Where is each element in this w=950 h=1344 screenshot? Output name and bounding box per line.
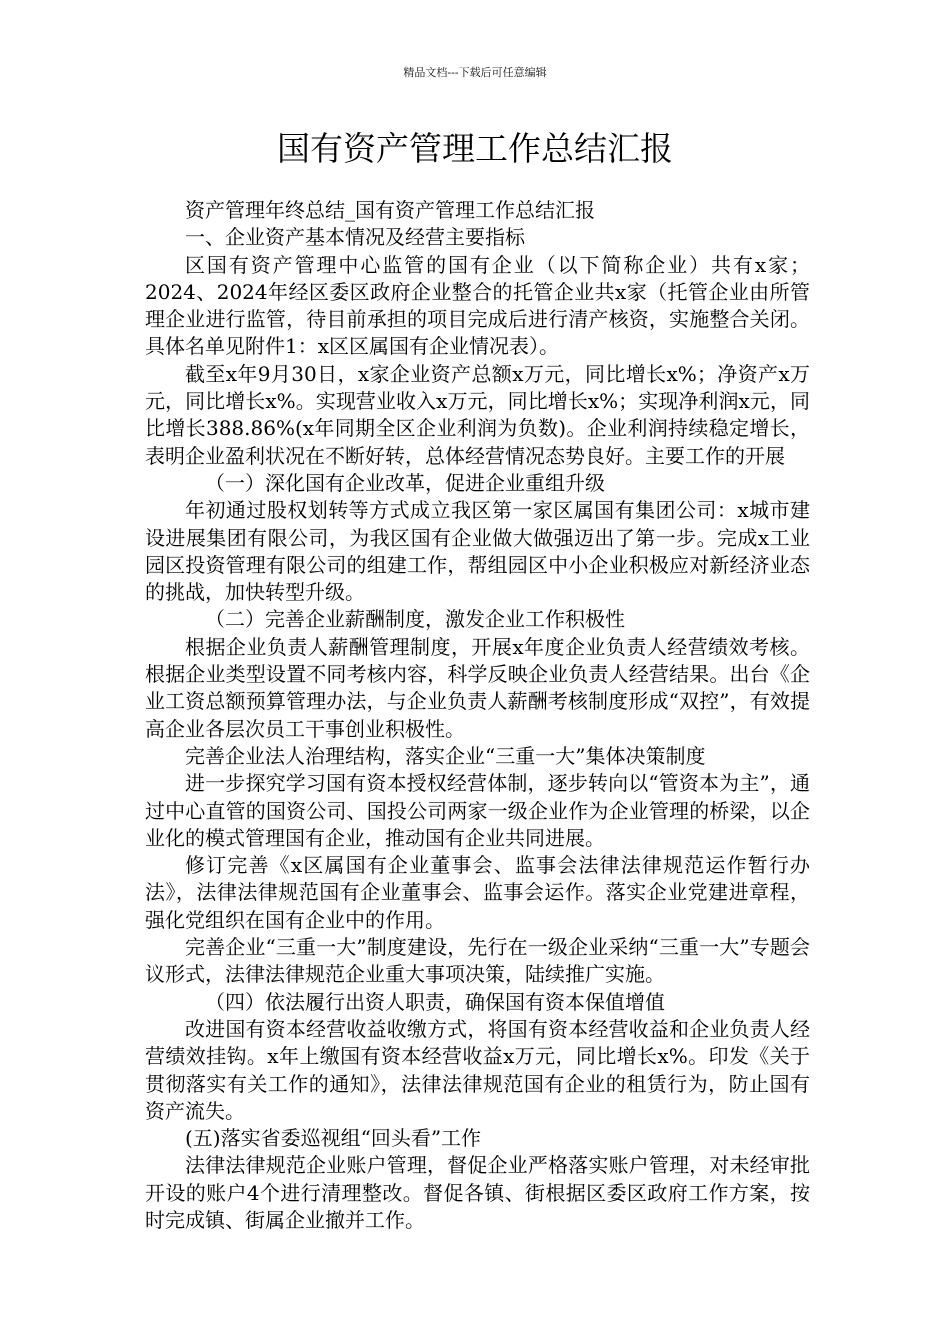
section-heading: （二）完善企业薪酬制度，激发企业工作积极性 (205, 607, 625, 632)
body-paragraph: 完善企业“三重一大”制度建设，先行在一级企业采纳“三重一大”专题会议形式，法律法律规范企业重大事项决策，陆续推广实施。 (145, 935, 810, 987)
body-paragraph: 根据企业负责人薪酬管理制度，开展x年度企业负责人经营绩效考核。根据企业类型设置不同考核内容，科学反映企业负责人经营结果。出台《企业工资总额预算管理办法，与企业负责人薪酬考核制度形成“双控”，有效提高企业各层次员工干事创业积极性。 (145, 634, 810, 741)
body-paragraph: 修订完善《x区属国有企业董事会、监事会法律法律规范运作暂行办法》，法律法律规范国有企业董事会、监事会运作。落实企业党建进章程，强化党组织在国有企业中的作用。 (145, 853, 810, 932)
section-heading: 完善企业法人治理结构，落实企业“三重一大”集体决策制度 (185, 743, 706, 768)
section-heading: 一、企业资产基本情况及经营主要指标 (185, 225, 525, 250)
section-heading: （四）依法履行出资人职责，确保国有资本保值增值 (205, 989, 665, 1014)
body-paragraph: 截至x年9月30日，x家企业资产总额x万元，同比增长x%；净资产x万元，同比增长x%。实现营业收入x万元，同比增长x%；实现净利润x元，同比增长388.86%(x年同期全区企业利润为负数)。企业利润持续稳定增长，表明企业盈利状况在不断好转，总体经营情况态势良好。主要工作的开展 (145, 361, 810, 468)
document-body (145, 197, 810, 1234)
header-note: 精品文档---下载后可任意编辑 (403, 66, 547, 79)
body-paragraph: 进一步探究学习国有资本授权经营体制，逐步转向以“管资本为主”，通过中心直管的国资公司、国投公司两家一级企业作为企业管理的桥梁，以企业化的模式管理国有企业，推动国有企业共同进展。 (145, 771, 810, 850)
section-heading: （一）深化国有企业改革，促进企业重组升级 (205, 470, 605, 495)
body-paragraph: 年初通过股权划转等方式成立我区第一家区属国有集团公司：x城市建设进展集团有限公司，为我区国有企业做大做强迈出了第一步。完成x工业园区投资管理有限公司的组建工作，帮组园区中小企业积极应对新经济业态的挑战，加快转型升级。 (145, 498, 810, 605)
body-paragraph: 区国有资产管理中心监管的国有企业（以下简称企业）共有x家；2024、2024年经区委区政府企业整合的托管企业共x家（托管企业由所管理企业进行监管，待目前承担的项目完成后进行清产核资，实施整合关闭。具体名单见附件1：x区区属国有企业情况表）。 (145, 252, 810, 359)
subtitle-line: 资产管理年终总结_国有资产管理工作总结汇报 (185, 198, 595, 222)
document-title: 国有资产管理工作总结汇报 (277, 129, 673, 168)
section-heading: (五)落实省委巡视组“回头看”工作 (185, 1126, 482, 1151)
body-paragraph: 法律法律规范企业账户管理，督促企业严格落实账户管理，对未经审批开设的账户4个进行清理整改。督促各镇、街根据区委区政府工作方案，按时完成镇、街属企业撤并工作。 (145, 1153, 810, 1232)
body-paragraph: 改进国有资本经营收益收缴方式，将国有资本经营收益和企业负责人经营绩效挂钩。x年上缴国有资本经营收益x万元，同比增长x%。印发《关于贯彻落实有关工作的通知》，法律法律规范国有企业的租赁行为，防止国有资产流失。 (145, 1016, 810, 1123)
